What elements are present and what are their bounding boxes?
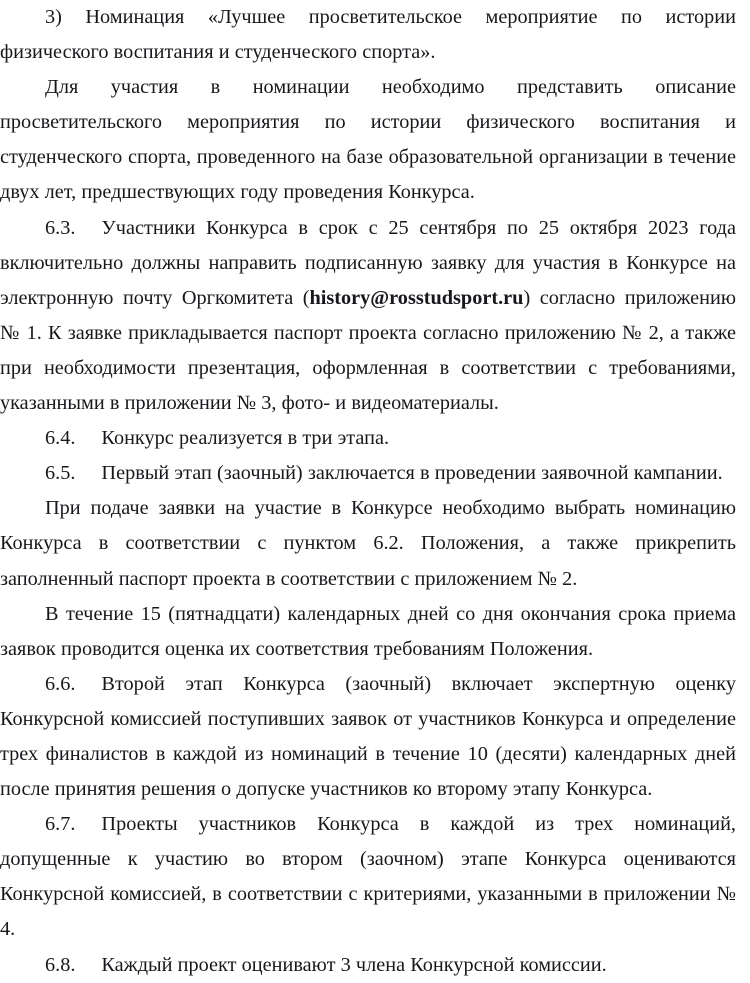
paragraph-clause-6-4 [0, 421, 736, 456]
clause-number: 6.7. [45, 813, 76, 836]
paragraph-clause-6-8 [0, 948, 736, 983]
clause-number: 6.6. [45, 672, 76, 695]
clause-text: Каждый проект оценивают 3 члена Конкурсной комиссии. [101, 953, 607, 976]
paragraph-nomination-3-details [0, 70, 736, 210]
paragraph-text: В течение 15 (пятнадцати) календарных дней со дня окончания срока приема заявок проводится оценка их соответствия требованиям Положения. [0, 602, 736, 660]
paragraph-clause-6-3 [0, 211, 736, 422]
paragraph-text: Для участия в номинации необходимо представить описание просветительского мероприятия по истории физического воспитания и студенческого спорта, проведенного на базе образовательной организации в течение двух лет, предшествующих году проведения Конкурса. [0, 76, 736, 204]
clause-number: 6.5. [45, 462, 76, 485]
paragraph-clause-6-5-note-1 [0, 491, 736, 596]
paragraph-text: При подаче заявки на участие в Конкурсе необходимо выбрать номинацию Конкурса в соответствии с пунктом 6.2. Положения, а также прикрепить заполненный паспорт проекта в соответствии с приложением № 2. [0, 497, 736, 590]
clause-text-after-email: ) согласно приложению № 1. К заявке прикладывается паспорт проекта согласно приложению № 2, а также при необходимости презентация, оформленная в соответствии с требованиями, указанными в приложении № 3, фото- и видеоматериалы. [0, 286, 736, 415]
clause-number: 6.4. [45, 427, 76, 450]
clause-number: 6.3. [45, 216, 76, 239]
paragraph-clause-6-5 [0, 456, 736, 491]
clause-number: 6.8. [45, 953, 76, 976]
clause-text: Первый этап (заочный) заключается в проведении заявочной кампании. [101, 462, 723, 485]
contact-email-link[interactable]: history@rosstudsport.ru [309, 286, 524, 309]
paragraph-clause-6-6 [0, 667, 736, 807]
clause-text: Второй этап Конкурса (заочный) включает экспертную оценку Конкурсной комиссией поступивших заявок от участников Конкурса и определение трех финалистов в каждой из номинаций в течение 10 (десяти) календарных дней после принятия решения о допуске участников ко второму этапу Конкурса. [0, 672, 736, 801]
clause-text-before-email: Участники Конкурса в срок с 25 сентября по 25 октября 2023 года включительно должны направить подписанную заявку для участия в Конкурсе на электронную почту Оргкомитета ( [0, 216, 736, 309]
clause-text: Проекты участников Конкурса в каждой из трех номинаций, допущенные к участию во втором (заочном) этапе Конкурса оцениваются Конкурсной комиссией, в соответствии с критериями, указанными в приложении № 4. [0, 813, 736, 941]
clause-text: Конкурс реализуется в три этапа. [101, 427, 390, 450]
paragraph-text: 3) Номинация «Лучшее просветительское мероприятие по истории физического воспитания и студенческого спорта». [0, 6, 736, 64]
paragraph-clause-6-7 [0, 807, 736, 947]
paragraph-nomination-3 [0, 0, 736, 70]
paragraph-clause-6-5-note-2 [0, 597, 736, 667]
